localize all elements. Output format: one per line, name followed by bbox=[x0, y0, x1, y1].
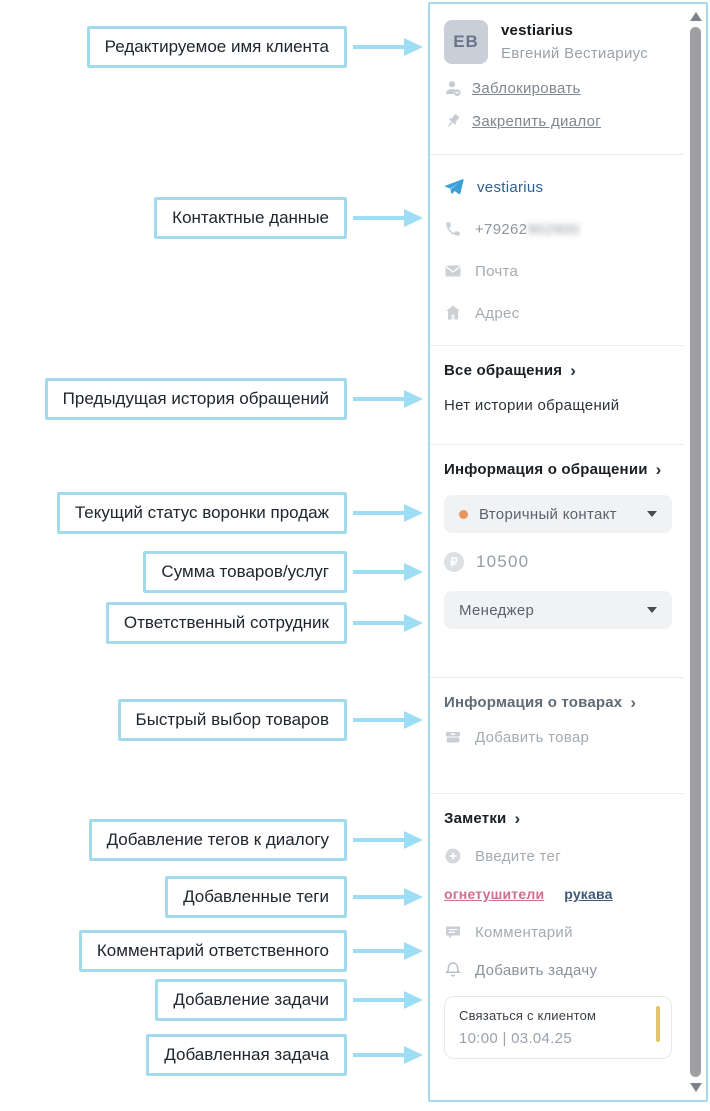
notes-section bbox=[430, 794, 686, 1069]
add-task-row[interactable] bbox=[444, 961, 672, 979]
deal-title: Информация о обращении bbox=[444, 461, 648, 478]
scroll-down-arrow-icon[interactable] bbox=[690, 1083, 702, 1092]
arrow-right-icon bbox=[352, 829, 424, 851]
phone-number[interactable]: +79262902900 bbox=[475, 220, 580, 238]
scrollbar[interactable] bbox=[689, 7, 703, 1097]
annotation-callout-6 bbox=[0, 600, 424, 646]
annotation-label: Добавленная задача bbox=[146, 1034, 347, 1076]
client-section bbox=[430, 4, 686, 154]
history-section bbox=[430, 346, 686, 444]
task-card[interactable] bbox=[444, 996, 672, 1059]
arrow-right-icon bbox=[352, 388, 424, 410]
annotation-callout-4 bbox=[0, 490, 424, 536]
add-product-row[interactable] bbox=[444, 728, 672, 746]
annotation-label: Комментарий ответственного bbox=[79, 930, 347, 972]
arrow-right-icon bbox=[352, 709, 424, 731]
arrow-right-icon bbox=[352, 612, 424, 634]
arrow-right-icon bbox=[352, 886, 424, 908]
funnel-status-value: Вторичный контакт bbox=[479, 505, 617, 523]
products-header[interactable] bbox=[444, 694, 672, 711]
annotation-label: Текущий статус воронки продаж bbox=[57, 492, 347, 534]
comment-placeholder[interactable]: Комментарий bbox=[475, 923, 573, 941]
chevron-right-icon: › bbox=[655, 459, 662, 479]
chevron-right-icon: › bbox=[514, 808, 521, 828]
annotation-callout-2 bbox=[0, 195, 424, 241]
crm-client-panel bbox=[428, 2, 708, 1102]
annotation-callout-8 bbox=[0, 817, 424, 863]
products-section bbox=[430, 678, 686, 793]
notes-header[interactable] bbox=[444, 810, 672, 827]
deal-header[interactable] bbox=[444, 461, 672, 478]
phone-icon bbox=[444, 220, 462, 238]
annotation-label: Редактируемое имя клиента bbox=[87, 26, 347, 68]
ruble-icon: ₽ bbox=[444, 552, 464, 572]
arrow-right-icon bbox=[352, 207, 424, 229]
scrollbar-thumb[interactable] bbox=[690, 27, 701, 1077]
building-icon bbox=[444, 304, 462, 322]
history-header[interactable] bbox=[444, 362, 672, 379]
tag-input-row[interactable] bbox=[444, 847, 672, 865]
block-client-action[interactable] bbox=[444, 79, 672, 97]
annotation-label: Добавленные теги bbox=[165, 876, 347, 918]
tag-item[interactable]: огнетушители bbox=[444, 886, 545, 902]
avatar: ЕВ bbox=[444, 20, 488, 64]
phone-masked-digits: 902900 bbox=[527, 220, 580, 238]
plus-circle-icon bbox=[444, 847, 462, 865]
telegram-icon bbox=[444, 178, 464, 196]
task-title: Связаться с клиентом bbox=[459, 1008, 597, 1023]
address-placeholder[interactable]: Адрес bbox=[475, 304, 520, 322]
block-client-link[interactable]: Заблокировать bbox=[472, 79, 581, 97]
product-box-icon bbox=[444, 728, 462, 746]
status-dot bbox=[459, 510, 468, 519]
client-username[interactable]: vestiarius bbox=[501, 22, 574, 39]
mail-icon bbox=[444, 262, 462, 280]
annotation-callout-3 bbox=[0, 376, 424, 422]
annotation-callout-1 bbox=[0, 24, 424, 70]
annotation-label: Ответственный сотрудник bbox=[106, 602, 347, 644]
notes-title: Заметки bbox=[444, 810, 507, 827]
add-product-label[interactable]: Добавить товар bbox=[475, 728, 590, 746]
annotation-label: Сумма товаров/услуг bbox=[143, 551, 347, 593]
add-task-label[interactable]: Добавить задачу bbox=[475, 961, 598, 979]
annotation-callout-10 bbox=[0, 928, 424, 974]
tag-item[interactable]: рукава bbox=[564, 886, 613, 902]
pin-icon bbox=[444, 112, 462, 130]
arrow-right-icon bbox=[352, 36, 424, 58]
comment-row[interactable] bbox=[444, 923, 672, 941]
scroll-up-arrow-icon[interactable] bbox=[690, 12, 702, 21]
annotation-label: Добавление тегов к диалогу bbox=[89, 819, 347, 861]
annotation-callout-5 bbox=[0, 549, 424, 595]
annotation-label: Быстрый выбор товаров bbox=[118, 699, 347, 741]
chevron-right-icon: › bbox=[570, 360, 576, 380]
tag-input-placeholder[interactable]: Введите тег bbox=[475, 847, 561, 865]
annotation-callout-9 bbox=[0, 874, 424, 920]
arrow-right-icon bbox=[352, 502, 424, 524]
pin-dialog-action[interactable] bbox=[444, 112, 672, 130]
tags-list bbox=[444, 886, 672, 902]
products-title: Информация о товарах bbox=[444, 694, 623, 711]
annotation-callout-12 bbox=[0, 1032, 424, 1078]
bell-icon bbox=[444, 961, 462, 979]
annotation-callout-11 bbox=[0, 977, 424, 1023]
annotation-label: Контактные данные bbox=[154, 197, 347, 239]
annotation-label: Предыдущая история обращений bbox=[45, 378, 347, 420]
chevron-down-icon bbox=[647, 511, 657, 517]
telegram-row[interactable] bbox=[444, 175, 672, 199]
annotation-callout-7 bbox=[0, 697, 424, 743]
client-name-block[interactable] bbox=[444, 20, 672, 64]
comment-icon bbox=[444, 923, 462, 941]
contacts-section bbox=[430, 155, 686, 345]
arrow-right-icon bbox=[352, 940, 424, 962]
manager-select[interactable] bbox=[444, 591, 672, 629]
manager-value: Менеджер bbox=[459, 601, 535, 619]
phone-row[interactable] bbox=[444, 217, 672, 241]
email-placeholder[interactable]: Почта bbox=[475, 262, 519, 280]
chevron-down-icon bbox=[647, 607, 657, 613]
pin-dialog-link[interactable]: Закрепить диалог bbox=[472, 112, 602, 130]
address-row[interactable] bbox=[444, 301, 672, 325]
client-fullname[interactable]: Евгений Вестиариус bbox=[501, 45, 649, 62]
email-row[interactable] bbox=[444, 259, 672, 283]
task-priority-bar bbox=[656, 1006, 660, 1042]
history-title: Все обращения bbox=[444, 362, 563, 379]
task-datetime: 10:00 | 03.04.25 bbox=[459, 1030, 572, 1047]
annotation-label: Добавление задачи bbox=[155, 979, 347, 1021]
chevron-right-icon: › bbox=[630, 692, 637, 712]
amount-value[interactable]: 10500 bbox=[476, 552, 530, 571]
amount-row[interactable] bbox=[444, 552, 672, 572]
arrow-right-icon bbox=[352, 989, 424, 1011]
block-user-icon bbox=[444, 79, 462, 97]
funnel-status-select[interactable] bbox=[444, 495, 672, 533]
arrow-right-icon bbox=[352, 561, 424, 583]
deal-section bbox=[430, 445, 686, 677]
telegram-handle[interactable]: vestiarius bbox=[477, 178, 544, 196]
history-empty-text: Нет истории обращений bbox=[444, 397, 620, 414]
arrow-right-icon bbox=[352, 1044, 424, 1066]
